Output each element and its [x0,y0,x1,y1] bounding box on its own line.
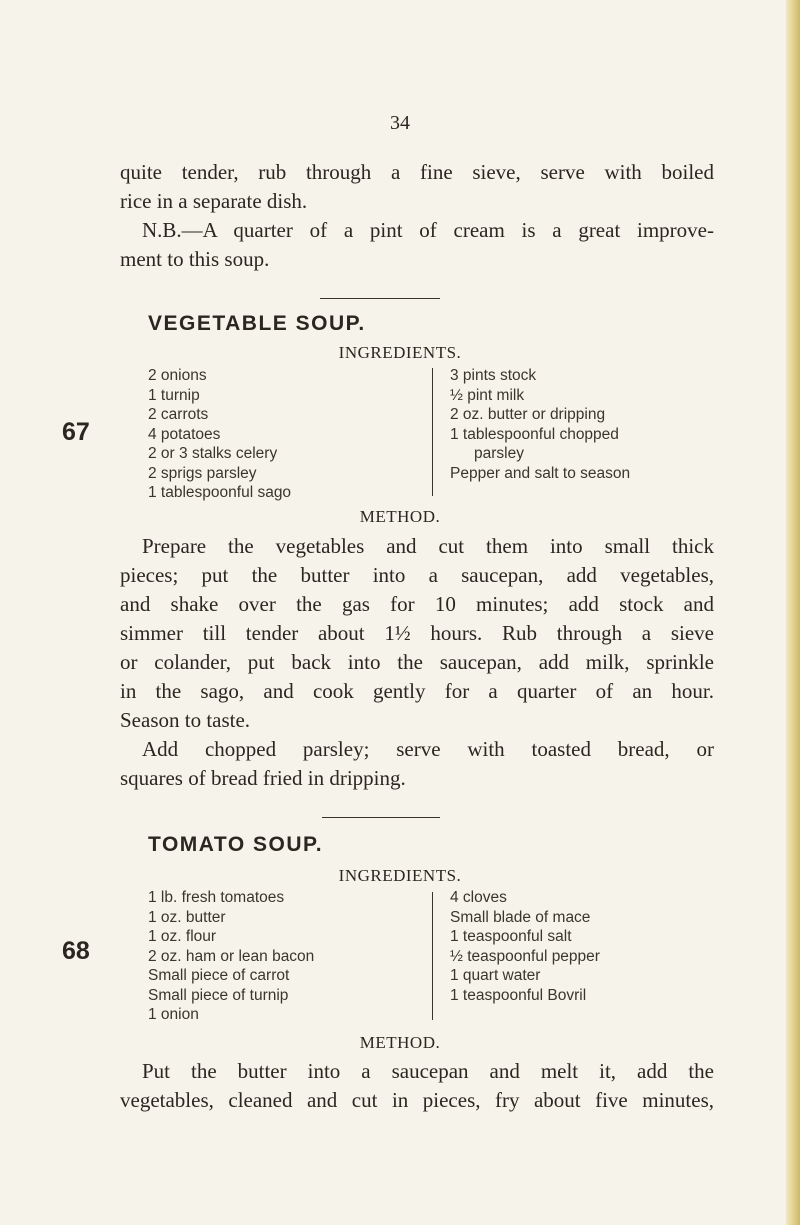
method-line: and shake over the gas for 10 minutes; add stock and [120,592,714,616]
recipe-number: 67 [62,418,90,446]
ingredient-item: 2 oz. ham or lean bacon [148,947,315,965]
ingredient-item: 1 teaspoonful Bovril [450,986,587,1004]
ingredient-item: Small blade of mace [450,908,591,926]
method-line: simmer till tender about 1½ hours. Rub through a sieve [120,621,714,645]
column-divider [432,368,433,496]
section-divider [322,817,440,818]
ingredients-left [148,888,314,1025]
note-line: ment to this soup. [120,247,270,271]
ingredient-item: 1 oz. butter [148,908,226,926]
ingredient-item: 2 oz. butter or dripping [450,406,606,423]
ingredient-item: ½ teaspoonful pepper [450,947,600,965]
ingredient-item: 1 quart water [450,967,541,984]
ingredient-item: 1 teaspoonful salt [450,928,572,945]
recipe-number: 68 [62,937,90,965]
ingredient-item: Pepper and salt to season [450,464,631,482]
method-label: METHOD. [359,1033,441,1052]
ingredient-item: 3 pints stock [450,367,537,384]
method-line: or colander, put back into the saucepan, add milk, sprinkle [120,650,714,674]
intro-line: quite tender, rub through a fine sieve, serve with boiled [120,160,714,184]
method-line: squares of bread fried in dripping. [120,766,406,790]
ingredient-item: 2 sprigs parsley [148,464,257,482]
page-number: 34 [390,112,410,134]
intro-line: rice in a separate dish. [120,189,308,213]
method-line: pieces; put the butter into a saucepan, add vegetables, [120,563,714,587]
ingredient-item: 4 potatoes [148,425,221,443]
ingredient-item: 2 onions [148,367,207,384]
ingredient-item: Small piece of turnip [148,986,289,1004]
ingredient-item: 2 carrots [148,406,209,423]
ingredient-item: 1 oz. flour [148,928,217,945]
column-divider [432,892,433,1020]
ingredients-right [450,366,630,483]
ingredient-item: 1 turnip [148,386,200,404]
method-line: Prepare the vegetables and cut them into small thick [142,534,714,558]
method-line: Put the butter into a saucepan and melt it, add the [142,1059,714,1083]
ingredient-item: ½ pint milk [450,386,525,404]
ingredient-item: parsley [474,445,524,462]
recipe-title: TOMATO SOUP. [148,833,324,856]
ingredients-left [148,366,291,503]
recipe-title: VEGETABLE SOUP. [148,312,366,335]
method-line: Season to taste. [120,708,251,732]
ingredient-item: Small piece of carrot [148,967,290,984]
ingredient-item: 1 lb. fresh tomatoes [148,889,285,906]
section-divider [320,298,440,299]
method-line: vegetables, cleaned and cut in pieces, fry about five minutes, [120,1088,714,1112]
ingredients-label: INGREDIENTS. [338,343,462,362]
ingredient-item: 1 tablespoonful sago [148,484,292,501]
note-line: N.B.—A quarter of a pint of cream is a great improve- [142,218,714,242]
ingredient-item: 2 or 3 stalks celery [148,445,278,462]
ingredient-item: 1 tablespoonful chopped [450,425,619,443]
method-line: Add chopped parsley; serve with toasted bread, or [142,737,714,761]
ingredient-item: 1 onion [148,1006,199,1023]
ingredients-label: INGREDIENTS. [338,866,462,885]
method-label: METHOD. [359,507,441,526]
ingredients-right [450,888,600,1005]
ingredient-item: 4 cloves [450,889,507,906]
method-line: in the sago, and cook gently for a quarter of an hour. [120,679,714,703]
